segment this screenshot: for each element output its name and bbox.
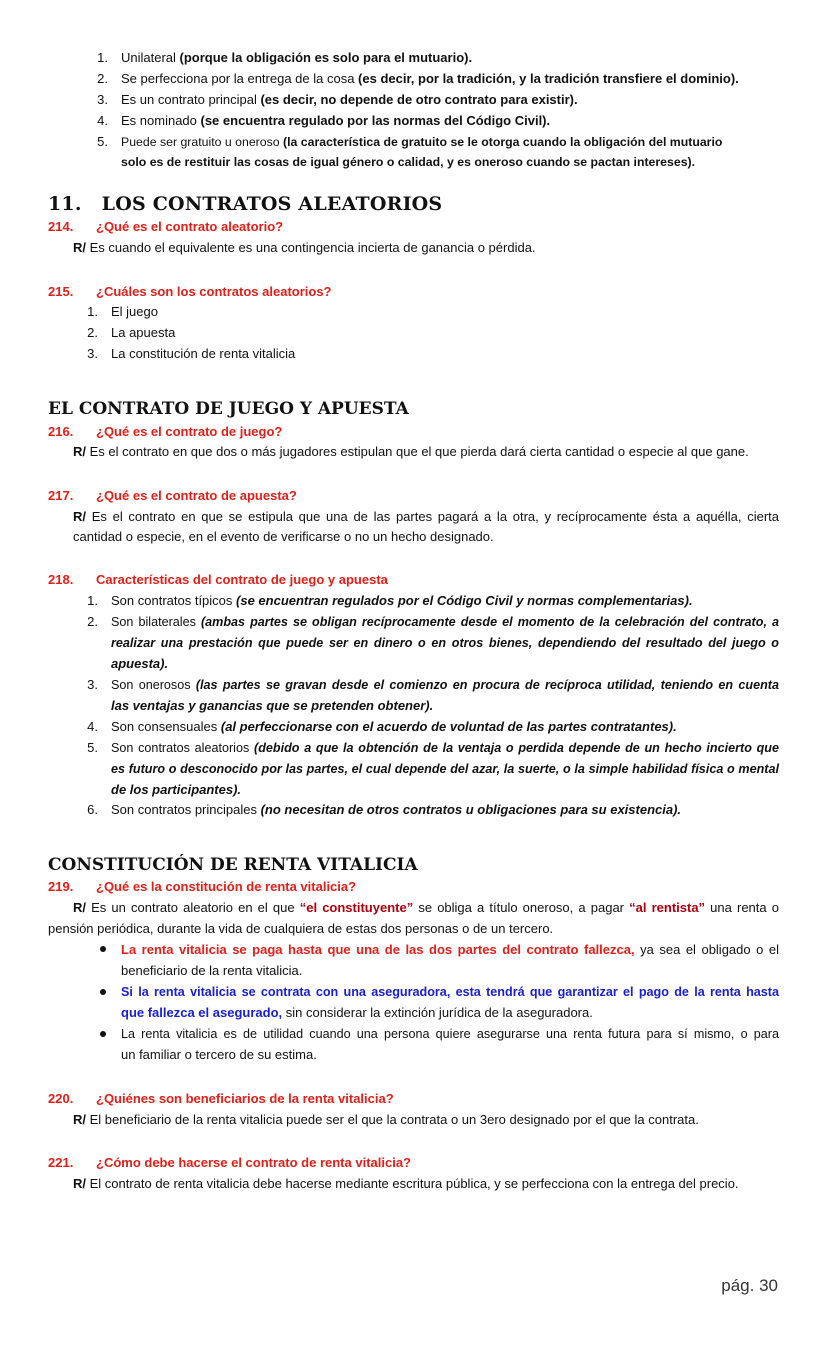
list-number: 2. [87, 325, 98, 340]
question-number: 214. [48, 219, 74, 234]
question-number: 218. [48, 572, 74, 587]
question-title: ¿Qué es el contrato aleatorio? [96, 219, 284, 234]
question-title: ¿Quiénes son beneficiarios de la renta vitalicia? [96, 1091, 394, 1106]
list-item: Son consensuales (al perfeccionarse con el acuerdo de voluntad de las partes contratantes). [111, 719, 677, 734]
bullet-item: Si la renta vitalicia se contrata con una aseguradora, esta tendrá que garantizar el pago de la renta hasta [121, 985, 779, 999]
list-number: 3. [97, 92, 108, 107]
list-item: Es un contrato principal (es decir, no depende de otro contrato para existir). [121, 92, 578, 107]
list-item-continuation: de los participantes). [111, 782, 242, 797]
page-number: pág. 30 [721, 1276, 778, 1295]
answer-continuation: cantidad o especie, en el evento de verificarse o no un hecho designado. [73, 529, 494, 544]
question-title: ¿Qué es la constitución de renta vitalicia? [96, 879, 357, 894]
question-number: 219. [48, 879, 74, 894]
answer: R/ Es el contrato en que se estipula que una de las partes pagará a la otra, y recíprocamente ésta a aquélla, cierta [73, 509, 779, 524]
list-item: El juego [111, 304, 158, 319]
list-number: 3. [87, 677, 98, 692]
bullet-icon [100, 989, 106, 995]
answer: R/ El beneficiario de la renta vitalicia puede ser el que la contrata o un 3ero designado por el que la contrata. [73, 1112, 699, 1127]
list-item: Son contratos aleatorios (debido a que la obtención de la ventaja o perdida depende de un hecho incierto que [111, 741, 780, 755]
list-item-continuation: apuesta). [111, 656, 169, 671]
list-item: Son onerosos (las partes se gravan desde el comienzo en procura de recíproca utilidad, teniendo en cuenta [111, 678, 779, 692]
list-number: 2. [97, 71, 108, 86]
list-item: Se perfecciona por la entrega de la cosa (es decir, por la tradición, y la tradición transfiere el dominio). [121, 71, 739, 86]
list-number: 5. [97, 134, 108, 149]
list-item: Son bilaterales (ambas partes se obligan recíprocamente desde el momento de la celebración del contrato, a [111, 615, 779, 629]
list-number: 4. [87, 719, 98, 734]
list-item: Es nominado (se encuentra regulado por las normas del Código Civil). [121, 113, 551, 128]
answer: R/ Es un contrato aleatorio en el que “el constituyente” se obliga a título oneroso, a pagar “al rentista” una renta o [73, 900, 779, 915]
answer-continuation: pensión periódica, durante la vida de cualquiera de estas dos personas o de un tercero. [48, 921, 554, 936]
question-number: 217. [48, 488, 74, 503]
list-number: 2. [87, 614, 98, 629]
bullet-item-continuation: beneficiario de la renta vitalicia. [121, 963, 303, 978]
question-title: ¿Cómo debe hacerse el contrato de renta vitalicia? [96, 1155, 411, 1170]
list-number: 1. [87, 304, 98, 319]
question-title: Características del contrato de juego y apuesta [96, 572, 388, 587]
list-item: Unilateral (porque la obligación es solo para el mutuario). [121, 50, 473, 65]
bullet-item-continuation: que fallezca el asegurado, sin considerar la extinción jurídica de la aseguradora. [121, 1005, 593, 1020]
list-number: 1. [87, 593, 98, 608]
list-item: Son contratos típicos (se encuentran regulados por el Código Civil y normas complementarias). [111, 593, 693, 608]
list-item-continuation: realizar una prestación que puede ser en dinero o en otros bienes, dependiendo del resultado del juego o [111, 636, 779, 650]
bullet-icon [100, 946, 106, 952]
question-number: 216. [48, 424, 74, 439]
question-title: ¿Qué es el contrato de apuesta? [96, 488, 297, 503]
list-number: 5. [87, 740, 98, 755]
answer: R/ Es cuando el equivalente es una contingencia incierta de ganancia o pérdida. [73, 240, 536, 255]
section-heading: CONSTITUCIÓN DE RENTA VITALICIA [48, 855, 418, 875]
bullet-item-continuation: un familiar o tercero de su estima. [121, 1047, 317, 1062]
bullet-item: La renta vitalicia es de utilidad cuando una persona quiere asegurarse una renta futura para sí mismo, o para [121, 1027, 779, 1041]
list-item: Puede ser gratuito u oneroso (la característica de gratuito se le otorga cuando la obligación del mutuario [121, 135, 723, 149]
list-number: 4. [97, 113, 108, 128]
list-item-continuation: es futuro o desconocido por las partes, el cual depende del azar, la suerte, o la simple habilidad física o mental [111, 762, 779, 776]
bullet-item: La renta vitalicia se paga hasta que una de las dos partes del contrato fallezca, ya sea el obligado o el [121, 942, 779, 957]
list-item: La constitución de renta vitalicia [111, 346, 296, 361]
answer: R/ El contrato de renta vitalicia debe hacerse mediante escritura pública, y se perfecciona con la entrega del precio. [73, 1176, 739, 1191]
list-item-continuation: las ventajas y ganancias que se pretenden obtener). [111, 698, 434, 713]
question-title: ¿Cuáles son los contratos aleatorios? [96, 284, 332, 299]
list-item-continuation: solo es de restituir las cosas de igual género o calidad, y es oneroso cuando se pactan intereses). [121, 155, 696, 169]
list-item: Son contratos principales (no necesitan de otros contratos u obligaciones para su existencia). [111, 802, 682, 817]
question-number: 221. [48, 1155, 74, 1170]
list-number: 6. [87, 802, 98, 817]
list-number: 1. [97, 50, 108, 65]
question-title: ¿Qué es el contrato de juego? [96, 424, 283, 439]
question-number: 220. [48, 1091, 74, 1106]
list-number: 3. [87, 346, 98, 361]
section-heading: 11. LOS CONTRATOS ALEATORIOS [48, 193, 443, 215]
bullet-icon [100, 1031, 106, 1037]
section-heading: EL CONTRATO DE JUEGO Y APUESTA [48, 399, 409, 419]
list-item: La apuesta [111, 325, 176, 340]
question-number: 215. [48, 284, 74, 299]
answer: R/ Es el contrato en que dos o más jugadores estipulan que el que pierda dará cierta cantidad o especie al que gane. [73, 444, 749, 459]
